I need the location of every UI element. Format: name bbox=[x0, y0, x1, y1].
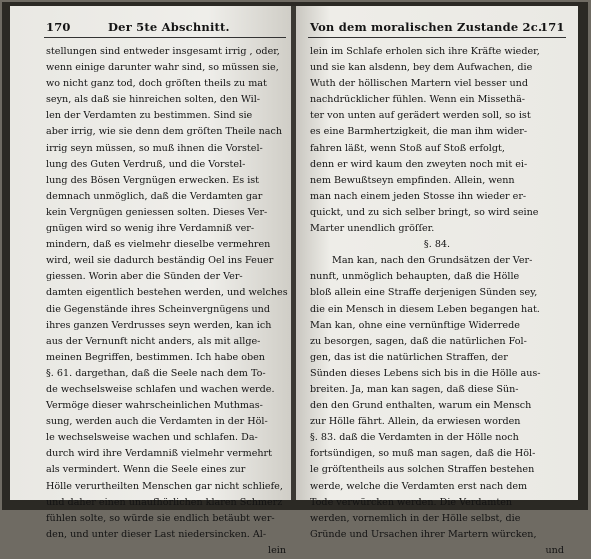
text-line: nachdrücklicher fühlen. Wenn ein Missethä- bbox=[310, 94, 526, 106]
text-line: zur Hölle fährt. Allein, da erwiesen worden bbox=[310, 416, 521, 428]
text-line: damten eigentlich bestehen werden, und welches bbox=[46, 287, 288, 299]
text-line: und daher einen unaufhörlichen klaren Schmerz bbox=[46, 496, 283, 508]
text-line: den, und unter dieser Last niedersincken. Al- bbox=[46, 528, 267, 540]
text-line: und sie kan alsdenn, bey dem Aufwachen, die bbox=[310, 62, 533, 74]
text-line: le wechselsweise wachen und schlafen. Da- bbox=[46, 432, 258, 444]
text-line: wo nicht ganz tod, doch gröſten theils zu mat bbox=[46, 78, 267, 90]
text-line: Man kan, ohne eine vernünftige Widerrede bbox=[310, 319, 520, 331]
header-rule-right bbox=[308, 37, 566, 38]
text-line: durch wird ihre Verdamniß vielmehr vermehrt bbox=[46, 448, 273, 460]
text-line: die ein Mensch in diesem Leben begangen hat. bbox=[310, 303, 540, 315]
text-line: zu besorgen, sagen, daß die natürlichen Fol- bbox=[310, 335, 527, 347]
text-line: als vermindert. Wenn die Seele eines zur bbox=[46, 464, 246, 476]
text-line: aus der Vernunft nicht anders, als mit allge- bbox=[46, 335, 261, 347]
text-line: fortsündigen, so muß man sagen, daß die Höl- bbox=[310, 448, 536, 460]
text-line: sung, werden auch die Verdamten in der Höl- bbox=[46, 416, 268, 428]
text-line: ihres ganzen Verdrusses seyn werden, kan ich bbox=[46, 319, 272, 331]
text-line: lein bbox=[268, 544, 286, 556]
text-line: kein Vergnügen geniessen solten. Dieses Ver- bbox=[46, 206, 268, 218]
text-line: mindern, daß es vielmehr dieselbe vermehren bbox=[46, 239, 271, 251]
text-line: werde, welche die Verdamten erst nach dem bbox=[310, 480, 528, 492]
text-line: nem Bewußtseyn empfinden. Allein, wenn bbox=[310, 174, 515, 186]
right-page bbox=[296, 6, 578, 556]
text-line: die Gegenstände ihres Scheinvergnügens und bbox=[46, 303, 271, 315]
text-line: §. 83. daß die Verdamten in der Hölle noch bbox=[310, 432, 519, 444]
text-block-left bbox=[46, 44, 286, 559]
book-spread bbox=[2, 2, 588, 556]
page-number-left: 170 bbox=[46, 20, 71, 34]
text-line: und bbox=[545, 544, 564, 556]
text-line: denn er wird kaum den zweyten noch mit ei- bbox=[310, 158, 528, 170]
text-line: Vermöge dieser wahrscheinlichen Muthmas- bbox=[46, 400, 263, 412]
text-line: Hölle verurtheilten Menschen gar nicht schliefe, bbox=[46, 480, 283, 492]
text-line: meinen Begriffen, bestimmen. Ich habe oben bbox=[46, 351, 265, 363]
text-line: lein im Schlafe erholen sich ihre Kräfte wieder, bbox=[310, 46, 540, 57]
left-page bbox=[10, 6, 293, 556]
text-line: werden, vornemlich in der Hölle selbst, die bbox=[310, 512, 521, 524]
running-head-left: Der 5te Abschnitt. bbox=[108, 20, 230, 34]
text-line: breiten. Ja, man kan sagen, daß diese Sün- bbox=[310, 383, 519, 395]
text-line: wenn einige darunter wahr sind, so müssen sie, bbox=[46, 62, 279, 74]
text-line: es eine Barmhertzigkeit, die man ihm wider- bbox=[310, 126, 528, 138]
section-heading: §. 84. bbox=[423, 239, 451, 251]
text-line: Gründe und Ursachen ihrer Martern würcken, bbox=[310, 528, 537, 540]
text-line: seyn, als daß sie hinreichen solten, den Wil- bbox=[46, 94, 261, 106]
text-line: quickt, und zu sich selber bringt, so wird seine bbox=[310, 206, 539, 218]
text-line: lung des Bösen Vergnügen erwecken. Es ist bbox=[46, 174, 260, 186]
text-line: wird, weil sie dadurch beständig Oel ins Feuer bbox=[46, 255, 274, 267]
text-line: den den Grund enthalten, warum ein Mensch bbox=[310, 400, 532, 412]
text-line: §. 61. dargethan, daß die Seele nach dem To- bbox=[46, 367, 266, 379]
text-line: gnügen wird so wenig ihre Verdamniß ver- bbox=[46, 223, 255, 235]
text-line: gen, das ist die natürlichen Straffen, der bbox=[310, 351, 508, 363]
text-line: Wuth der höllischen Martern viel besser und bbox=[310, 78, 528, 90]
text-line: fahren läßt, wenn Stoß auf Stoß erfolgt, bbox=[310, 142, 505, 154]
text-line: de wechselsweise schlafen und wachen werde. bbox=[46, 383, 275, 395]
text-line: demnach unmöglich, daß die Verdamten gar bbox=[46, 190, 263, 202]
text-line: bloß allein eine Straffe derjenigen Sünden sey, bbox=[310, 287, 538, 299]
text-line: giessen. Worin aber die Sünden der Ver- bbox=[46, 271, 243, 283]
text-line: stellungen sind entweder insgesamt irrig , oder, bbox=[46, 46, 280, 57]
text-line: nunft, unmöglich behaupten, daß die Hölle bbox=[310, 271, 520, 283]
text-line: le gröſtentheils aus solchen Straffen bestehen bbox=[310, 464, 535, 476]
text-line: man nach einem jeden Stosse ihn wieder er- bbox=[310, 190, 527, 202]
text-line: len der Verdamten zu bestimmen. Sind sie bbox=[46, 110, 253, 122]
text-line: ter von unten auf gerädert werden soll, so ist bbox=[310, 110, 531, 122]
text-line: Tode verwürcken werden. Die Verdamten bbox=[310, 496, 513, 508]
text-line: aber irrig, wie sie denn dem gröſten Theile nach bbox=[46, 126, 283, 138]
text-line: Man kan, nach den Grundsätzen der Ver- bbox=[332, 255, 533, 267]
text-line: lung des Guten Verdruß, und die Vorstel- bbox=[46, 158, 246, 170]
text-line: Sünden dieses Lebens sich bis in die Hölle aus- bbox=[310, 367, 541, 379]
text-line: irrig seyn müssen, so muß ihnen die Vorstel- bbox=[46, 142, 263, 154]
text-line: Marter unendlich gröſſer. bbox=[310, 223, 435, 235]
text-block-right bbox=[310, 44, 564, 559]
running-head-right: Von dem moralischen Zustande 2c. bbox=[310, 20, 543, 34]
page-number-right: 171 bbox=[540, 20, 565, 34]
header-rule-left bbox=[44, 37, 286, 38]
text-line: fühlen solte, so würde sie endlich betäubt wer- bbox=[46, 512, 275, 524]
